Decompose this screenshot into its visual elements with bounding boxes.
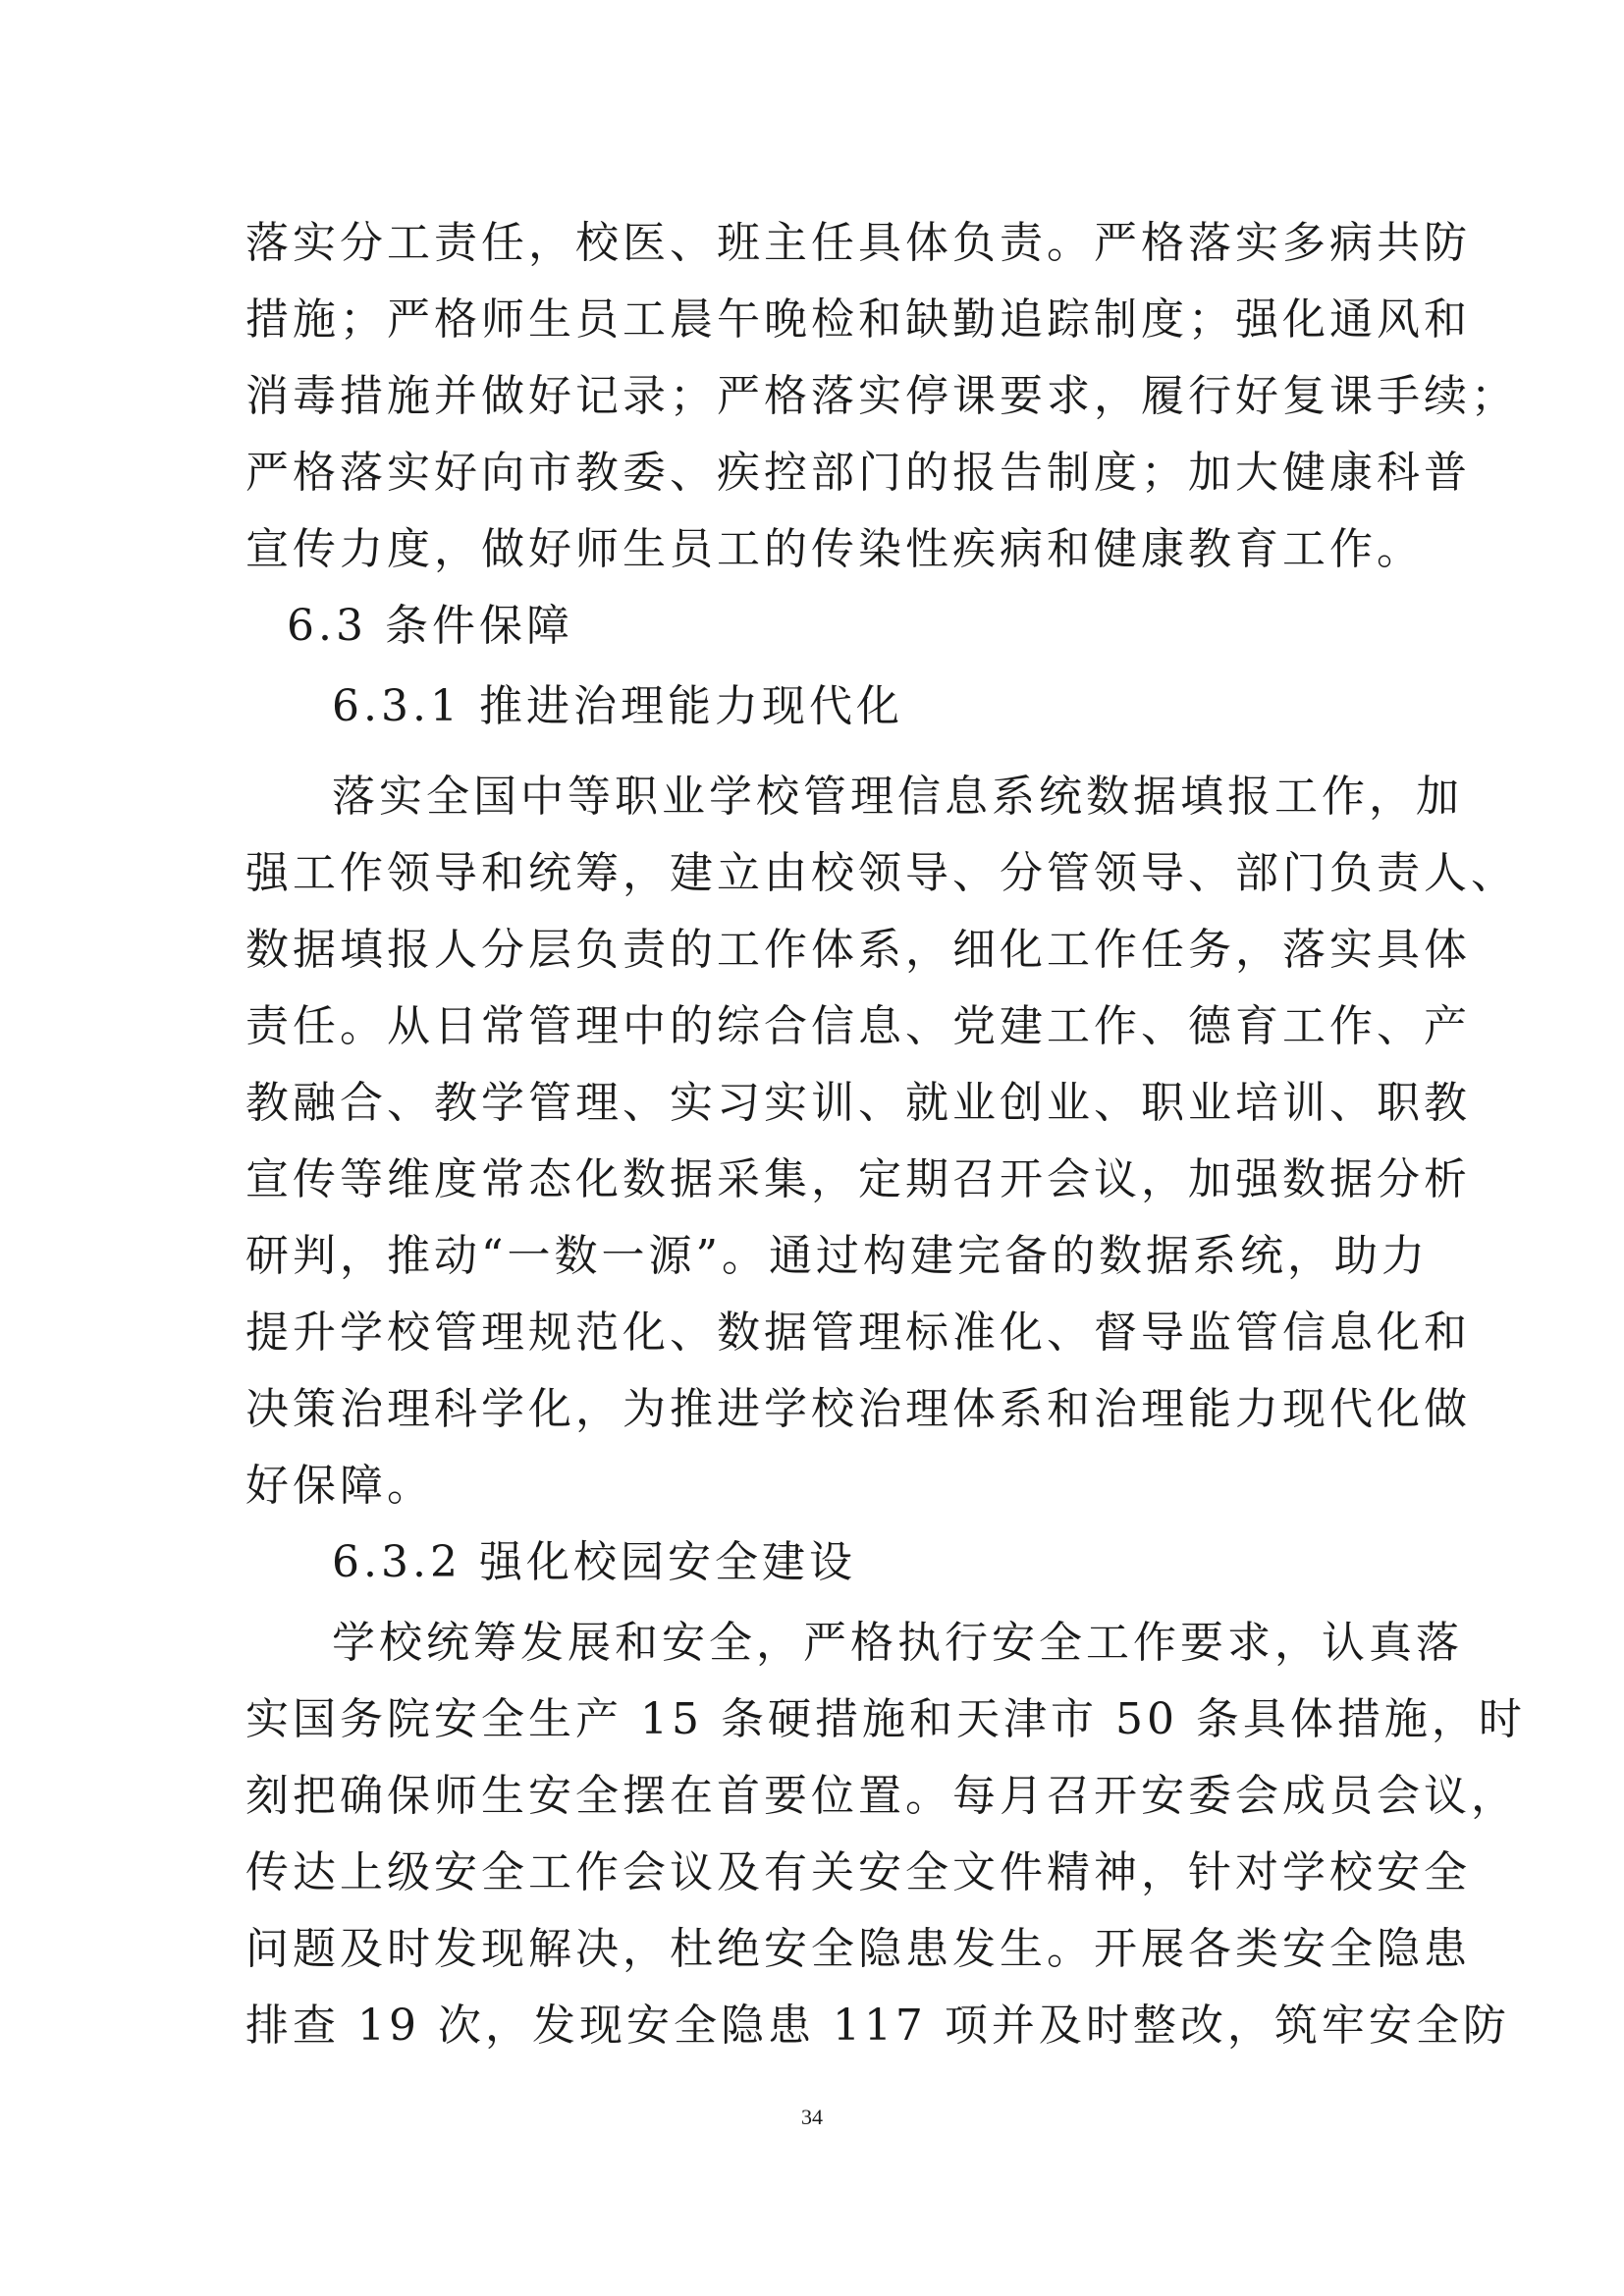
- paragraph-line: 严格落实好向市教委、疾控部门的报告制度；加大健康科普: [245, 448, 1471, 498]
- paragraph-line: 好保障。: [245, 1461, 434, 1511]
- paragraph-line: 学校统筹发展和安全，严格执行安全工作要求，认真落: [332, 1618, 1463, 1668]
- subsection-heading: 6.3.2 强化校园安全建设: [332, 1537, 856, 1587]
- paragraph-line: 强工作领导和统筹，建立由校领导、分管领导、部门负责人、: [245, 848, 1518, 898]
- paragraph-line: 宣传力度，做好师生员工的传染性疾病和健康教育工作。: [245, 524, 1424, 574]
- paragraph-line: 教融合、教学管理、实习实训、就业创业、职业培训、职教: [245, 1078, 1471, 1128]
- paragraph-line: 问题及时发现解决，杜绝安全隐患发生。开展各类安全隐患: [245, 1924, 1471, 1974]
- paragraph-line: 决策治理科学化，为推进学校治理体系和治理能力现代化做: [245, 1384, 1471, 1434]
- page-number: 34: [801, 2105, 823, 2129]
- paragraph-line: 提升学校管理规范化、数据管理标准化、督导监管信息化和: [245, 1308, 1471, 1358]
- paragraph-line: 落实全国中等职业学校管理信息系统数据填报工作，加: [332, 772, 1463, 822]
- paragraph-line: 宣传等维度常态化数据采集，定期召开会议，加强数据分析: [245, 1154, 1471, 1204]
- paragraph-line: 责任。从日常管理中的综合信息、党建工作、德育工作、产: [245, 1001, 1471, 1051]
- paragraph-line: 落实分工责任，校医、班主任具体负责。严格落实多病共防: [245, 218, 1471, 268]
- paragraph-line: 研判，推动“一数一源”。通过构建完备的数据系统，助力: [245, 1231, 1429, 1281]
- paragraph-line: 数据填报人分层负责的工作体系，细化工作任务，落实具体: [245, 925, 1471, 975]
- paragraph-line: 消毒措施并做好记录；严格落实停课要求，履行好复课手续；: [245, 371, 1518, 421]
- subsection-heading: 6.3.1 推进治理能力现代化: [332, 681, 903, 731]
- paragraph-line: 传达上级安全工作会议及有关安全文件精神，针对学校安全: [245, 1847, 1471, 1897]
- paragraph-line: 实国务院安全生产 15 条硬措施和天津市 50 条具体措施，时: [245, 1694, 1526, 1744]
- paragraph-line: 排查 19 次，发现安全隐患 117 项并及时整改，筑牢安全防: [245, 2001, 1510, 2051]
- paragraph-line: 刻把确保师生安全摆在首要位置。每月召开安委会成员会议，: [245, 1771, 1518, 1821]
- paragraph-line: 措施；严格师生员工晨午晚检和缺勤追踪制度；强化通风和: [245, 294, 1471, 345]
- section-heading: 6.3 条件保障: [287, 601, 573, 651]
